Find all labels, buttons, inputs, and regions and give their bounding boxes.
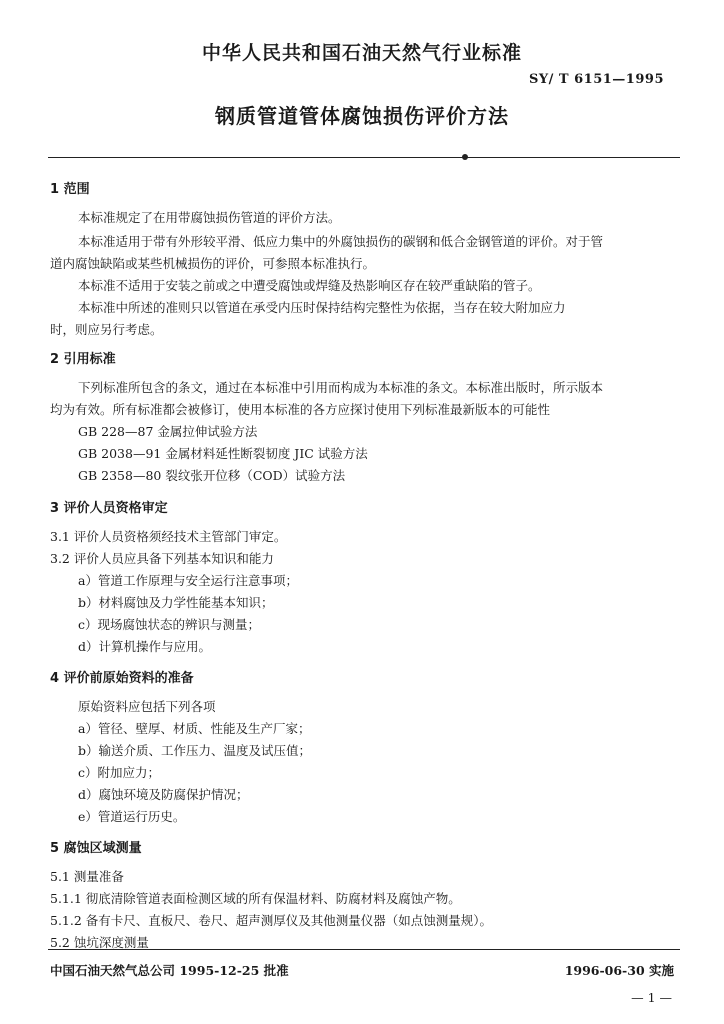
section-1-paragraph-2-line-1: 本标准适用于带有外形较平滑、低应力集中的外腐蚀损伤的碳钢和低合金钢管道的评价。对于管 — [78, 234, 604, 249]
clause-5-2: 5.2 蚀坑深度测量 — [50, 935, 149, 950]
section-1-heading: 1 范围 — [50, 182, 90, 197]
clause-3-2: 3.2 评价人员应具备下列基本知识和能力 — [50, 551, 274, 566]
section-1-paragraph-4-line-2: 时，则应另行考虑。 — [50, 322, 163, 337]
section-1-paragraph-4-line-1: 本标准中所述的准则只以管道在承受内压时保持结构完整性为依据，当存在较大附加应力 — [78, 300, 566, 315]
header-divider — [48, 157, 680, 158]
section-4-heading: 4 评价前原始资料的准备 — [50, 671, 194, 686]
section-2-heading: 2 引用标准 — [50, 352, 116, 367]
section-1-paragraph-3: 本标准不适用于安装之前或之中遭受腐蚀或焊缝及热影响区存在较严重缺陷的管子。 — [78, 278, 541, 293]
header-divider-dot — [462, 154, 468, 160]
clause-3-2-item-c: c）现场腐蚀状态的辨识与测量； — [78, 617, 261, 632]
clause-3-2-item-a: a）管道工作原理与安全运行注意事项； — [78, 573, 298, 588]
section-4-item-e: e）管道运行历史。 — [78, 809, 186, 824]
approval-notice: 中国石油天然气总公司 1995-12-25 批准 — [50, 963, 289, 978]
effective-date: 1996-06-30 实施 — [564, 963, 674, 978]
section-2-paragraph-line-2: 均为有效。所有标准都会被修订，使用本标准的各方应探讨使用下列标准最新版本的可能性 — [50, 402, 551, 417]
standard-category-heading: 中华人民共和国石油天然气行业标准 — [201, 42, 522, 64]
reference-standard-2: GB 2038—91 金属材料延性断裂韧度 JIC 试验方法 — [78, 446, 368, 461]
clause-5-1-1: 5.1.1 彻底清除管道表面检测区域的所有保温材料、防腐材料及腐蚀产物。 — [50, 891, 461, 906]
footer-divider — [48, 949, 680, 950]
clause-3-2-item-b: b）材料腐蚀及力学性能基本知识； — [78, 595, 274, 610]
section-3-heading: 3 评价人员资格审定 — [50, 501, 168, 516]
section-2-paragraph-line-1: 下列标准所包含的条文，通过在本标准中引用而构成为本标准的条文。本标准出版时，所示版本 — [78, 380, 604, 395]
section-4-paragraph: 原始资料应包括下列各项 — [78, 699, 216, 714]
clause-3-2-item-d: d）计算机操作与应用。 — [78, 639, 212, 654]
section-4-item-b: b）输送介质、工作压力、温度及试压值； — [78, 743, 312, 758]
section-4-item-a: a）管径、壁厚、材质、性能及生产厂家； — [78, 721, 311, 736]
clause-3-1: 3.1 评价人员资格须经技术主管部门审定。 — [50, 529, 287, 544]
reference-standard-3: GB 2358—80 裂纹张开位移（COD）试验方法 — [78, 468, 346, 483]
standard-number: SY/ T 6151—1995 — [528, 72, 664, 87]
section-4-item-d: d）腐蚀环境及防腐保护情况； — [78, 787, 249, 802]
clause-5-1: 5.1 测量准备 — [50, 869, 124, 884]
section-1-paragraph-2-line-2: 道内腐蚀缺陷或某些机械损伤的评价，可参照本标准执行。 — [50, 256, 376, 271]
clause-5-1-2: 5.1.2 备有卡尺、直板尺、卷尺、超声测厚仪及其他测量仪器（如点蚀测量规）。 — [50, 913, 493, 928]
page-number: — 1 — — [631, 990, 672, 1005]
section-4-item-c: c）附加应力； — [78, 765, 161, 780]
reference-standard-1: GB 228—87 金属拉伸试验方法 — [78, 424, 258, 439]
section-1-paragraph-1: 本标准规定了在用带腐蚀损伤管道的评价方法。 — [78, 210, 341, 225]
document-title: 钢质管道管体腐蚀损伤评价方法 — [215, 104, 509, 128]
section-5-heading: 5 腐蚀区域测量 — [50, 841, 142, 856]
